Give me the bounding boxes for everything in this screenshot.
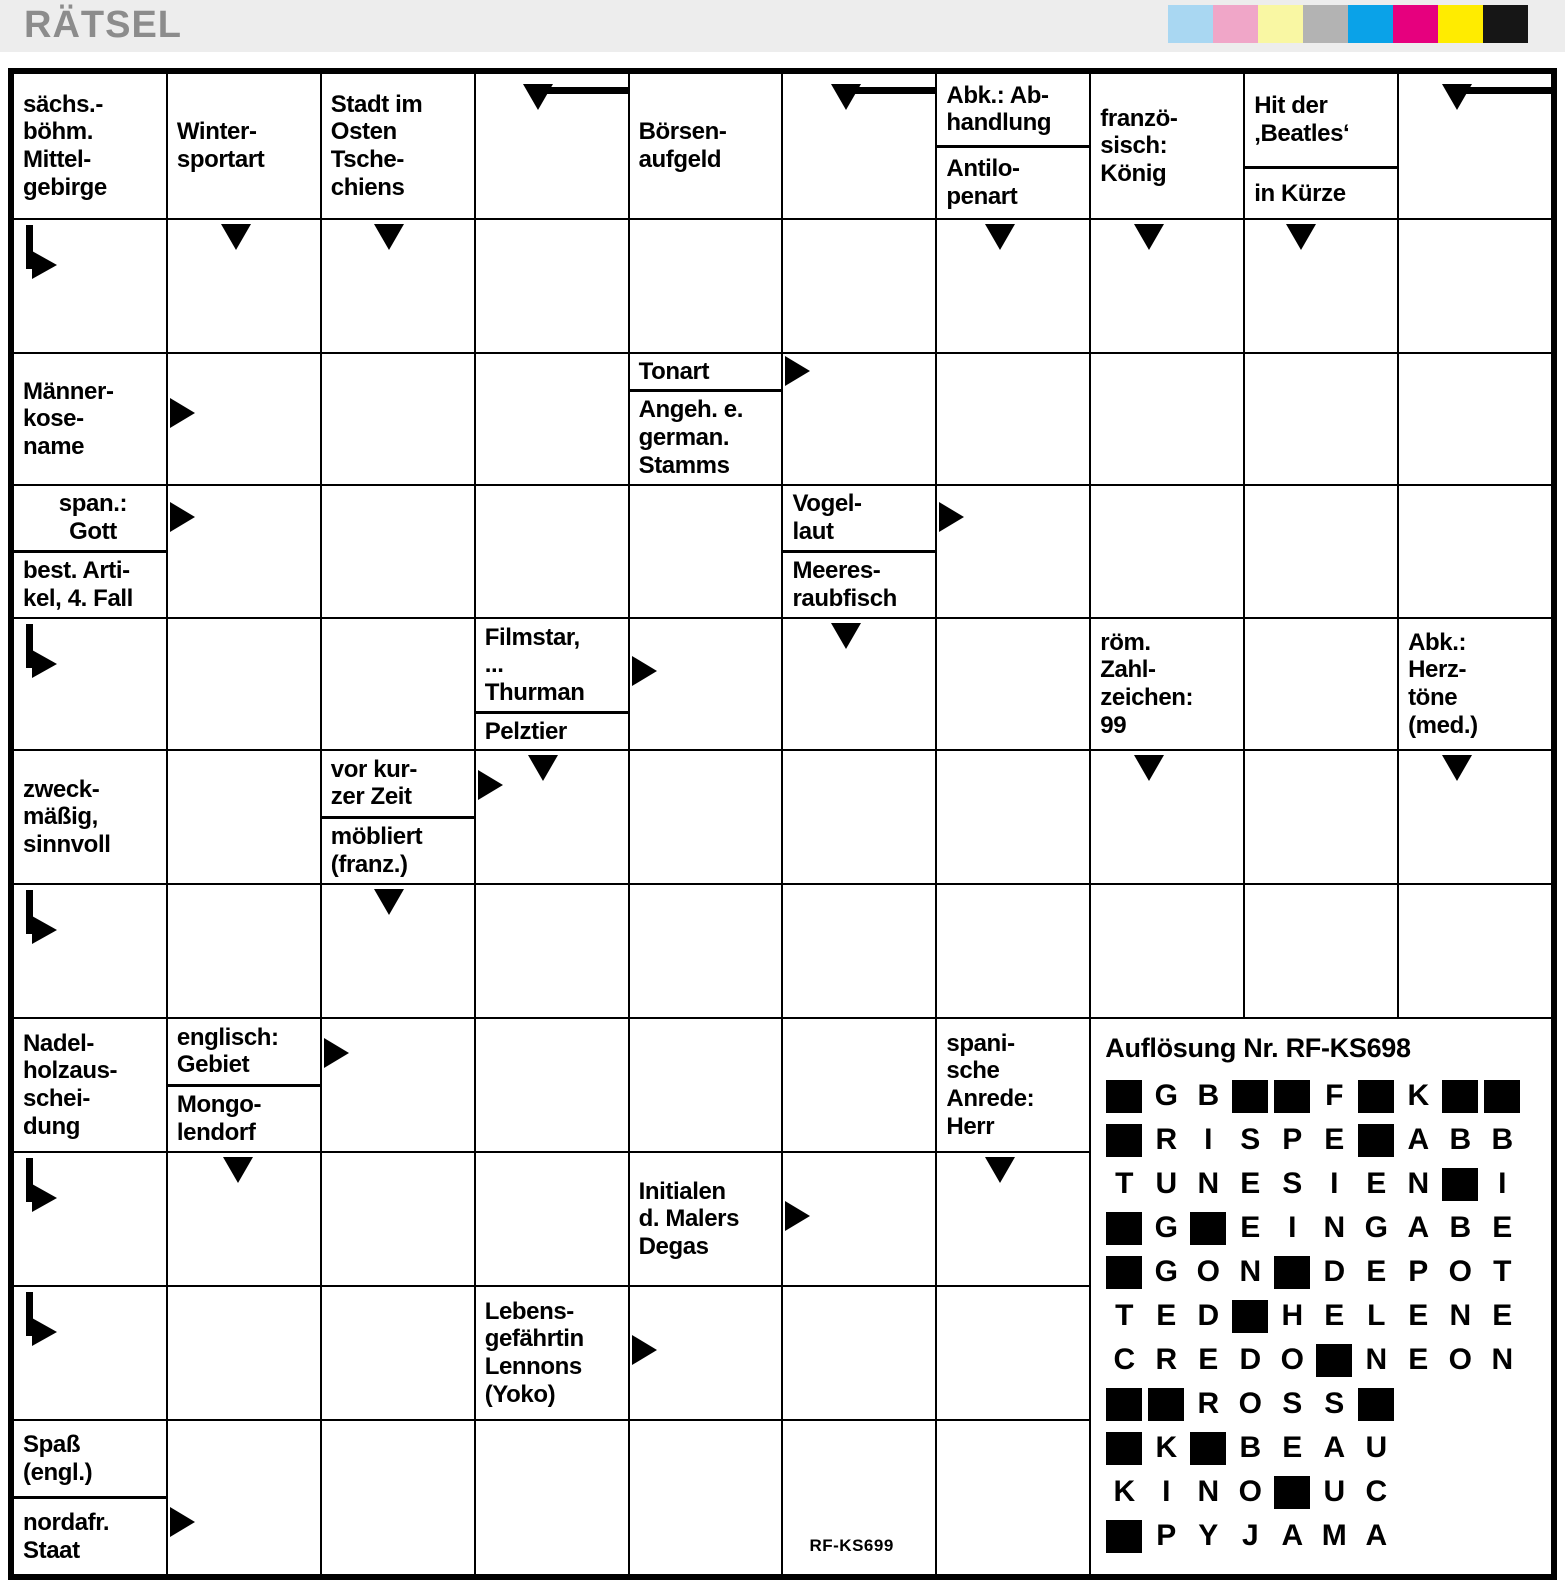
down-arrow-icon <box>374 889 404 915</box>
down-arrow-icon <box>831 84 861 110</box>
answer-cell[interactable] <box>1244 750 1398 884</box>
down-arrow-icon <box>223 1157 253 1183</box>
answer-cell[interactable] <box>167 884 321 1018</box>
solution-letter: I <box>1330 1167 1339 1200</box>
down-arrow-icon <box>985 224 1015 250</box>
answer-cell[interactable] <box>1090 219 1244 353</box>
solution-row <box>1103 1118 1545 1162</box>
solution-letter: E <box>1198 1343 1219 1376</box>
clue-text: span.: Gott <box>58 490 128 545</box>
solution-letter: C <box>1365 1475 1388 1508</box>
solution-letter: E <box>1366 1167 1387 1200</box>
solution-letter: S <box>1282 1387 1303 1420</box>
solution-letter: R <box>1197 1387 1220 1420</box>
solution-block <box>1271 1074 1313 1118</box>
answer-cell[interactable] <box>1244 618 1398 750</box>
solution-letter: E <box>1156 1299 1177 1332</box>
down-arrow-icon <box>1442 755 1472 781</box>
arrow-bar <box>544 87 629 94</box>
down-arrow-icon <box>528 755 558 781</box>
answer-cell[interactable] <box>475 219 629 353</box>
clue-text: Spaß (engl.) <box>23 1430 93 1486</box>
clue-cell <box>1090 73 1244 219</box>
solution-letter: I <box>1162 1475 1171 1508</box>
clue-cell <box>936 73 1090 219</box>
answer-cell[interactable] <box>1090 485 1244 618</box>
clue-text: Börsen- aufgeld <box>638 118 727 173</box>
clue-text: in Kürze <box>1254 179 1346 207</box>
solution-block <box>1271 1250 1313 1294</box>
down-arrow-icon <box>221 224 251 250</box>
solution-letter: Y <box>1198 1519 1219 1552</box>
solution-letter: I <box>1204 1123 1213 1156</box>
crossword-grid <box>8 68 1557 1580</box>
row-start-arrow-icon <box>26 624 70 686</box>
clue-cell <box>936 1018 1090 1152</box>
answer-cell[interactable] <box>321 1152 475 1286</box>
answer-cell[interactable] <box>629 750 783 884</box>
solution-letter: M <box>1321 1519 1347 1552</box>
solution-block <box>1439 1162 1481 1206</box>
answer-cell[interactable] <box>936 750 1090 884</box>
answer-cell[interactable] <box>13 884 167 1018</box>
solution-letter: N <box>1197 1475 1220 1508</box>
answer-cell[interactable] <box>629 1286 783 1420</box>
solution-block <box>1103 1074 1145 1118</box>
solution-row <box>1103 1470 1545 1514</box>
solution-letter: E <box>1408 1299 1429 1332</box>
solution-letter: T <box>1115 1167 1134 1200</box>
answer-cell[interactable] <box>1398 219 1552 353</box>
solution-letter: N <box>1449 1299 1472 1332</box>
clue-text: sächs.- böhm. Mittel- gebirge <box>23 90 107 201</box>
solution-row <box>1103 1074 1545 1118</box>
row-start-arrow-icon <box>26 890 70 952</box>
clue-text: Angeh. e. german. Stamms <box>638 396 744 479</box>
solution-letter: O <box>1448 1343 1472 1376</box>
clue-cell <box>321 73 475 219</box>
answer-cell[interactable] <box>1398 485 1552 618</box>
right-arrow-icon <box>632 656 657 686</box>
color-swatch <box>1258 5 1303 43</box>
solution-block <box>1103 1426 1145 1470</box>
down-arrow-icon <box>831 623 861 649</box>
solution-letter: P <box>1408 1255 1429 1288</box>
solution-letter: D <box>1323 1255 1346 1288</box>
solution-row <box>1103 1382 1545 1426</box>
answer-cell[interactable] <box>629 618 783 750</box>
solution-letter: B <box>1449 1211 1472 1244</box>
answer-cell[interactable] <box>167 1152 321 1286</box>
solution-row <box>1103 1206 1545 1250</box>
solution-letter: U <box>1323 1475 1346 1508</box>
clue-cell <box>167 73 321 219</box>
page-header <box>0 0 1565 52</box>
answer-cell[interactable] <box>782 750 936 884</box>
solution-letter: R <box>1155 1343 1178 1376</box>
solution-letter: U <box>1365 1431 1388 1464</box>
solution-block <box>1145 1382 1187 1426</box>
clue-text: englisch: Gebiet <box>176 1023 279 1079</box>
solution-letter: P <box>1156 1519 1177 1552</box>
clue-cell <box>167 1018 321 1152</box>
solution-letter: K <box>1155 1431 1178 1464</box>
solution-letter: O <box>1448 1255 1472 1288</box>
solution-letter: R <box>1155 1123 1178 1156</box>
answer-cell[interactable] <box>936 1286 1090 1420</box>
solution-letter: G <box>1364 1211 1388 1244</box>
right-arrow-icon <box>170 502 195 532</box>
solution-letter: A <box>1407 1211 1430 1244</box>
puzzle-id: RF-KS699 <box>809 1536 894 1555</box>
arrow-bar <box>1463 87 1552 94</box>
color-swatch <box>1168 5 1213 43</box>
answer-cell[interactable] <box>1244 219 1398 353</box>
clue-cell <box>1090 618 1244 750</box>
solution-block <box>1439 1074 1481 1118</box>
solution-block <box>1103 1250 1145 1294</box>
clue-cell <box>475 618 629 750</box>
clue-text: Mongo- lendorf <box>176 1091 262 1146</box>
answer-cell[interactable] <box>321 1420 475 1575</box>
clue-cell <box>475 1286 629 1420</box>
clue-cell <box>629 353 783 485</box>
solution-letter: N <box>1239 1255 1262 1288</box>
answer-cell[interactable] <box>475 750 629 884</box>
right-arrow-icon <box>324 1038 349 1068</box>
clue-text: Meeres- raubfisch <box>792 557 897 612</box>
answer-cell[interactable] <box>1398 750 1552 884</box>
answer-cell[interactable] <box>782 1018 936 1152</box>
clue-text: Nadel- holzaus- schei- dung <box>23 1029 118 1140</box>
clue-text: Hit der ‚Beatles‘ <box>1254 92 1350 147</box>
answer-cell[interactable] <box>782 353 936 485</box>
solution-letter: N <box>1197 1167 1220 1200</box>
solution-letter: J <box>1241 1519 1259 1552</box>
clue-cell <box>782 485 936 618</box>
solution-letter: S <box>1324 1387 1345 1420</box>
clue-cell <box>629 1152 783 1286</box>
clue-text: Antilo- penart <box>946 155 1020 210</box>
color-swatch <box>1393 5 1438 43</box>
answer-cell[interactable] <box>321 1018 475 1152</box>
answer-cell[interactable] <box>629 884 783 1018</box>
solution-row <box>1103 1426 1545 1470</box>
solution-letter: E <box>1366 1255 1387 1288</box>
page-title: RÄTSEL <box>24 4 182 46</box>
answer-cell[interactable] <box>167 1420 321 1575</box>
solution-letter: B <box>1491 1123 1514 1156</box>
right-arrow-icon <box>170 1507 195 1537</box>
solution-letter: O <box>1238 1387 1262 1420</box>
answer-cell[interactable] <box>1090 353 1244 485</box>
solution-block <box>1481 1074 1523 1118</box>
down-arrow-icon <box>1286 224 1316 250</box>
right-arrow-icon <box>632 1335 657 1365</box>
clue-text: Filmstar, ... Thurman <box>484 623 585 706</box>
down-arrow-icon <box>374 224 404 250</box>
clue-cell <box>13 485 167 618</box>
solution-block <box>1187 1426 1229 1470</box>
solution-row <box>1103 1338 1545 1382</box>
solution-letter: L <box>1367 1299 1386 1332</box>
solution-letter: N <box>1323 1211 1346 1244</box>
answer-cell[interactable] <box>629 485 783 618</box>
answer-cell[interactable] <box>1244 485 1398 618</box>
clue-text: Stadt im Osten Tsche- chiens <box>330 90 423 201</box>
clue-text: vor kur- zer Zeit <box>330 755 417 811</box>
answer-cell[interactable] <box>629 1018 783 1152</box>
answer-cell[interactable] <box>936 1420 1090 1575</box>
solution-letter: N <box>1365 1343 1388 1376</box>
solution-letter: T <box>1115 1299 1134 1332</box>
clue-text: nordafr. Staat <box>23 1508 110 1564</box>
solution-letter: H <box>1281 1299 1304 1332</box>
clue-text: Abk.: Herz- töne (med.) <box>1408 628 1478 739</box>
solution-letter: T <box>1493 1255 1512 1288</box>
answer-cell[interactable] <box>167 618 321 750</box>
arrow-bar <box>852 87 937 94</box>
answer-cell[interactable] <box>782 73 936 219</box>
clue-text: möbliert (franz.) <box>330 823 423 878</box>
solution-letter: N <box>1407 1167 1430 1200</box>
clue-cell <box>13 1018 167 1152</box>
solution-title: Auflösung Nr. RF-KS698 <box>1105 1033 1411 1063</box>
solution-letter: D <box>1197 1299 1220 1332</box>
down-arrow-icon <box>1442 84 1472 110</box>
solution-letter: A <box>1407 1123 1430 1156</box>
solution-letter: I <box>1498 1167 1507 1200</box>
solution-row <box>1103 1250 1545 1294</box>
solution-letter: F <box>1325 1079 1344 1112</box>
clue-text: röm. Zahl- zeichen: 99 <box>1100 628 1194 739</box>
solution-letter: E <box>1240 1211 1261 1244</box>
solution-block <box>1103 1382 1145 1426</box>
clue-cell <box>13 73 167 219</box>
right-arrow-icon <box>785 1201 810 1231</box>
solution-letter: A <box>1323 1431 1346 1464</box>
right-arrow-icon <box>478 770 503 800</box>
answer-cell[interactable] <box>629 219 783 353</box>
solution-letter: E <box>1240 1167 1261 1200</box>
row-start-arrow-icon <box>26 1292 70 1354</box>
clue-text: Lebens- gefährtin Lennons (Yoko) <box>484 1297 584 1408</box>
solution-letter: S <box>1240 1123 1261 1156</box>
answer-cell[interactable] <box>936 1152 1090 1286</box>
answer-cell[interactable] <box>782 884 936 1018</box>
solution-letter: G <box>1154 1211 1178 1244</box>
clue-cell <box>13 353 167 485</box>
answer-cell[interactable] <box>1244 884 1398 1018</box>
color-swatch <box>1303 5 1348 43</box>
clue-cell <box>1244 73 1398 219</box>
answer-cell[interactable] <box>629 1420 783 1575</box>
answer-cell[interactable] <box>167 353 321 485</box>
right-arrow-icon <box>939 502 964 532</box>
solution-block <box>1355 1382 1397 1426</box>
answer-cell[interactable] <box>475 73 629 219</box>
solution-block <box>1313 1338 1355 1382</box>
solution-letter: B <box>1197 1079 1220 1112</box>
down-arrow-icon <box>523 84 553 110</box>
solution-letter: O <box>1238 1475 1262 1508</box>
solution-letter: E <box>1408 1343 1429 1376</box>
answer-cell[interactable] <box>321 485 475 618</box>
right-arrow-icon <box>785 356 810 386</box>
solution-letter: E <box>1324 1299 1345 1332</box>
clue-text: Tonart <box>638 357 710 385</box>
clue-cell <box>13 1420 167 1575</box>
down-arrow-icon <box>985 1157 1015 1183</box>
answer-cell[interactable] <box>782 1152 936 1286</box>
answer-cell[interactable] <box>1398 884 1552 1018</box>
answer-cell[interactable] <box>13 1286 167 1420</box>
solution-block <box>1229 1074 1271 1118</box>
answer-cell[interactable] <box>1090 750 1244 884</box>
answer-cell[interactable] <box>1398 73 1552 219</box>
answer-cell[interactable] <box>782 618 936 750</box>
clue-text: zweck- mäßig, sinnvoll <box>23 775 111 858</box>
solution-letter: E <box>1282 1431 1303 1464</box>
answer-cell[interactable] <box>475 1152 629 1286</box>
answer-cell[interactable] <box>321 884 475 1018</box>
solution-letter: O <box>1280 1343 1304 1376</box>
answer-cell[interactable] <box>475 884 629 1018</box>
answer-cell[interactable] <box>13 618 167 750</box>
answer-cell[interactable] <box>782 1420 936 1575</box>
answer-cell[interactable] <box>321 219 475 353</box>
clue-text: Pelztier <box>484 717 567 745</box>
solution-letter: C <box>1113 1343 1136 1376</box>
answer-cell[interactable] <box>13 1152 167 1286</box>
solution-letter: A <box>1281 1519 1304 1552</box>
clue-text: Abk.: Ab- handlung <box>946 81 1052 137</box>
clue-cell <box>13 750 167 884</box>
answer-cell[interactable] <box>167 485 321 618</box>
answer-cell[interactable] <box>13 219 167 353</box>
answer-cell[interactable] <box>321 353 475 485</box>
solution-letter: I <box>1288 1211 1297 1244</box>
answer-cell[interactable] <box>782 1286 936 1420</box>
solution-letter: O <box>1196 1255 1220 1288</box>
answer-cell[interactable] <box>167 750 321 884</box>
solution-letter: D <box>1239 1343 1262 1376</box>
clue-cell <box>1398 618 1552 750</box>
color-swatch <box>1213 5 1258 43</box>
color-swatch <box>1438 5 1483 43</box>
solution-block <box>1187 1206 1229 1250</box>
clue-text: best. Arti- kel, 4. Fall <box>23 557 133 612</box>
solution-letter: B <box>1239 1431 1262 1464</box>
answer-cell[interactable] <box>475 1018 629 1152</box>
clue-text: Winter- sportart <box>176 118 265 173</box>
solution-box <box>1090 1018 1552 1575</box>
clue-cell <box>629 73 783 219</box>
clue-text: Männer- kose- name <box>23 377 114 460</box>
solution-row <box>1103 1162 1545 1206</box>
clue-text: franzö- sisch: König <box>1100 104 1178 187</box>
down-arrow-icon <box>1134 224 1164 250</box>
solution-letter: K <box>1407 1079 1430 1112</box>
answer-cell[interactable] <box>936 353 1090 485</box>
solution-letter: E <box>1324 1123 1345 1156</box>
solution-letter: B <box>1449 1123 1472 1156</box>
solution-letter: P <box>1282 1123 1303 1156</box>
solution-letter: G <box>1154 1255 1178 1288</box>
solution-letter: A <box>1365 1519 1388 1552</box>
row-start-arrow-icon <box>26 1158 70 1220</box>
clue-cell <box>321 750 475 884</box>
solution-block <box>1271 1470 1313 1514</box>
answer-cell[interactable] <box>936 618 1090 750</box>
solution-block <box>1355 1074 1397 1118</box>
print-color-bar <box>1168 5 1528 43</box>
row-start-arrow-icon <box>26 225 70 287</box>
down-arrow-icon <box>1134 755 1164 781</box>
answer-cell[interactable] <box>475 1420 629 1575</box>
answer-cell[interactable] <box>321 1286 475 1420</box>
solution-row <box>1103 1294 1545 1338</box>
solution-block <box>1355 1118 1397 1162</box>
solution-letter: K <box>1113 1475 1136 1508</box>
solution-letter: E <box>1492 1211 1513 1244</box>
answer-cell[interactable] <box>475 353 629 485</box>
right-arrow-icon <box>170 398 195 428</box>
solution-letter: N <box>1491 1343 1514 1376</box>
solution-block <box>1229 1294 1271 1338</box>
answer-cell[interactable] <box>936 485 1090 618</box>
clue-text: Vogel- laut <box>792 490 862 545</box>
color-swatch <box>1348 5 1393 43</box>
answer-cell[interactable] <box>1090 884 1244 1018</box>
solution-row <box>1103 1514 1545 1558</box>
answer-cell[interactable] <box>1398 353 1552 485</box>
answer-cell[interactable] <box>1244 353 1398 485</box>
answer-cell[interactable] <box>321 618 475 750</box>
answer-cell[interactable] <box>936 219 1090 353</box>
solution-letter: S <box>1282 1167 1303 1200</box>
answer-cell[interactable] <box>475 485 629 618</box>
color-swatch <box>1483 5 1528 43</box>
answer-cell[interactable] <box>167 219 321 353</box>
answer-cell[interactable] <box>167 1286 321 1420</box>
solution-letter: G <box>1154 1079 1178 1112</box>
solution-letter: E <box>1492 1299 1513 1332</box>
solution-grid <box>1103 1074 1545 1558</box>
clue-text: spani- sche Anrede: Herr <box>946 1029 1035 1140</box>
solution-block <box>1103 1514 1145 1558</box>
answer-cell[interactable] <box>936 884 1090 1018</box>
solution-block <box>1103 1206 1145 1250</box>
solution-block <box>1103 1118 1145 1162</box>
clue-text: Initialen d. Malers Degas <box>638 1177 740 1260</box>
answer-cell[interactable] <box>782 219 936 353</box>
solution-letter: U <box>1155 1167 1178 1200</box>
